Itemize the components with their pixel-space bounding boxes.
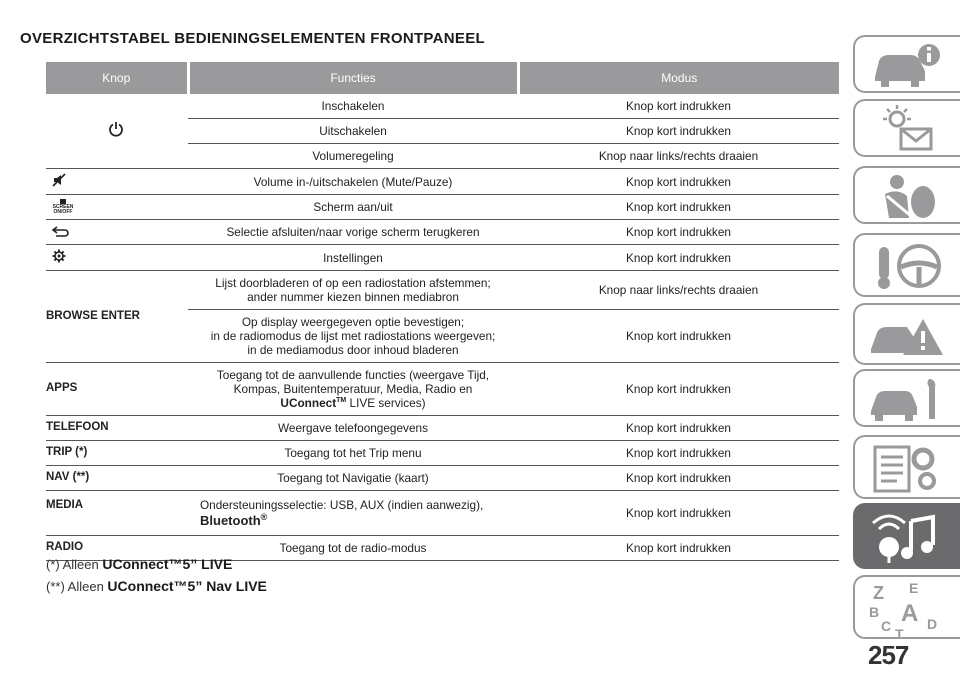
mode-cell: Knop kort indrukken <box>518 363 839 416</box>
tab-safety[interactable] <box>853 166 960 224</box>
func-cell <box>188 491 518 536</box>
tab-technical-data[interactable] <box>853 435 960 499</box>
index-letter: C <box>881 618 892 634</box>
page-title: OVERZICHTSTABEL BEDIENINGSELEMENTEN FRONTPANEEL <box>20 30 485 47</box>
index-letter: Z <box>873 583 884 603</box>
page-number: 257 <box>868 640 909 670</box>
alphabet-index-icon <box>867 581 951 639</box>
func-line: Ondersteuningsselectie: USB, AUX (indien aanwezig), <box>200 497 484 512</box>
func-cell: Uitschakelen <box>188 119 518 144</box>
footnote-product: UConnect™5” LIVE <box>102 556 233 572</box>
knop-cell: MEDIA <box>46 491 188 536</box>
func-cell <box>188 363 518 416</box>
table-row <box>46 94 839 119</box>
footnote-1 <box>46 556 232 572</box>
func-line: in de mediamodus door inhoud bladeren <box>247 343 459 358</box>
table-row <box>46 363 839 416</box>
header-modus: Modus <box>518 62 839 94</box>
mode-cell: Knop kort indrukken <box>518 94 839 119</box>
func-cell: Selectie afsluiten/naar vorige scherm terugkeren <box>188 220 518 245</box>
tab-vehicle-info[interactable] <box>853 35 960 93</box>
knop-cell: BROWSE ENTER <box>46 271 188 363</box>
power-icon <box>108 121 124 140</box>
table-row <box>46 441 839 466</box>
table-row <box>46 271 839 310</box>
index-letter: B <box>869 604 880 620</box>
trademark-mark: TM <box>336 397 347 405</box>
warning-lights-icon <box>867 105 947 153</box>
knop-cell <box>46 220 188 245</box>
func-cell: Toegang tot het Trip menu <box>188 441 518 466</box>
func-line: in de radiomodus de lijst met radiostations weergeven; <box>210 329 496 344</box>
knop-cell <box>46 94 188 169</box>
tab-maintenance[interactable] <box>853 369 960 427</box>
index-letter: T <box>895 626 904 639</box>
knop-cell: APPS <box>46 363 188 416</box>
mode-cell: Knop kort indrukken <box>518 416 839 441</box>
index-letter: D <box>927 616 938 632</box>
knop-cell: RADIO <box>46 536 188 561</box>
mute-icon <box>52 173 66 190</box>
header-knop: Knop <box>46 62 188 94</box>
footnote-prefix: (*) Alleen <box>46 557 103 572</box>
spec-list-gear-icon <box>867 441 947 495</box>
knop-cell <box>46 169 188 195</box>
func-line: LIVE services) <box>346 396 426 411</box>
table-row <box>46 195 839 220</box>
table-row <box>46 491 839 536</box>
mode-cell: Knop kort indrukken <box>518 466 839 491</box>
func-line: Kompas, Buitentemperatuur, Media, Radio en <box>233 382 473 397</box>
multimedia-note-icon <box>867 509 947 565</box>
func-line: Lijst doorbladeren of op een radiostation afstemmen; <box>215 276 491 291</box>
tab-emergency[interactable] <box>853 303 960 365</box>
screen-onoff-label: SCREEN ON/OFF <box>52 204 74 216</box>
func-line: Toegang tot de aanvullende functies (weergave Tijd, <box>216 368 490 383</box>
controls-table <box>46 62 839 561</box>
screen-onoff-icon <box>52 199 74 215</box>
table-row <box>46 466 839 491</box>
table-row <box>46 245 839 271</box>
footnote-2 <box>46 578 267 594</box>
registered-mark: ® <box>260 512 268 523</box>
func-cell: Volume in-/uitschakelen (Mute/Pauze) <box>188 169 518 195</box>
mode-cell: Knop kort indrukken <box>518 195 839 220</box>
mode-cell: Knop naar links/rechts draaien <box>518 271 839 310</box>
table-header-row <box>46 62 839 94</box>
func-cell: Instellingen <box>188 245 518 271</box>
knop-cell: TELEFOON <box>46 416 188 441</box>
car-breakdown-icon <box>867 309 947 361</box>
header-functies: Functies <box>188 62 518 94</box>
bluetooth-brand: Bluetooth <box>200 513 261 529</box>
footnote-product: UConnect™5” Nav LIVE <box>107 578 267 594</box>
mode-cell: Knop kort indrukken <box>518 441 839 466</box>
mode-cell: Knop naar links/rechts draaien <box>518 144 839 169</box>
func-cell: Weergave telefoongegevens <box>188 416 518 441</box>
func-line: ander nummer kiezen binnen mediabron <box>247 290 459 305</box>
table-row <box>46 169 839 195</box>
func-cell: Inschakelen <box>188 94 518 119</box>
index-letter: A <box>901 600 919 627</box>
safety-airbag-icon <box>867 172 947 222</box>
tab-starting-driving[interactable] <box>853 233 960 297</box>
mode-cell: Knop kort indrukken <box>518 220 839 245</box>
car-info-icon <box>867 41 947 89</box>
mode-cell: Knop kort indrukken <box>518 169 839 195</box>
func-line: Op display weergegeven optie bevestigen; <box>241 315 465 330</box>
steering-wheel-icon <box>867 239 947 293</box>
func-cell <box>188 310 518 363</box>
tab-warning-lights[interactable] <box>853 99 960 157</box>
mode-cell: Knop kort indrukken <box>518 310 839 363</box>
func-cell: Toegang tot Navigatie (kaart) <box>188 466 518 491</box>
func-cell <box>188 271 518 310</box>
uconnect-brand: UConnect <box>280 396 337 411</box>
func-cell: Toegang tot de radio-modus <box>188 536 518 561</box>
tab-multimedia[interactable] <box>853 503 960 569</box>
mode-cell: Knop kort indrukken <box>518 245 839 271</box>
index-letter: E <box>909 581 919 596</box>
gear-icon <box>52 249 66 266</box>
footnote-prefix: (**) Alleen <box>46 579 108 594</box>
back-arrow-icon <box>52 225 70 240</box>
knop-cell <box>46 195 188 220</box>
table-row <box>46 416 839 441</box>
knop-cell: NAV (**) <box>46 466 188 491</box>
tab-index[interactable] <box>853 575 960 639</box>
func-cell: Scherm aan/uit <box>188 195 518 220</box>
knop-cell: TRIP (*) <box>46 441 188 466</box>
knop-cell <box>46 245 188 271</box>
mode-cell: Knop kort indrukken <box>518 536 839 561</box>
table-row <box>46 220 839 245</box>
mode-cell: Knop kort indrukken <box>518 491 839 536</box>
car-service-icon <box>867 375 947 423</box>
mode-cell: Knop kort indrukken <box>518 119 839 144</box>
func-cell: Volumeregeling <box>188 144 518 169</box>
